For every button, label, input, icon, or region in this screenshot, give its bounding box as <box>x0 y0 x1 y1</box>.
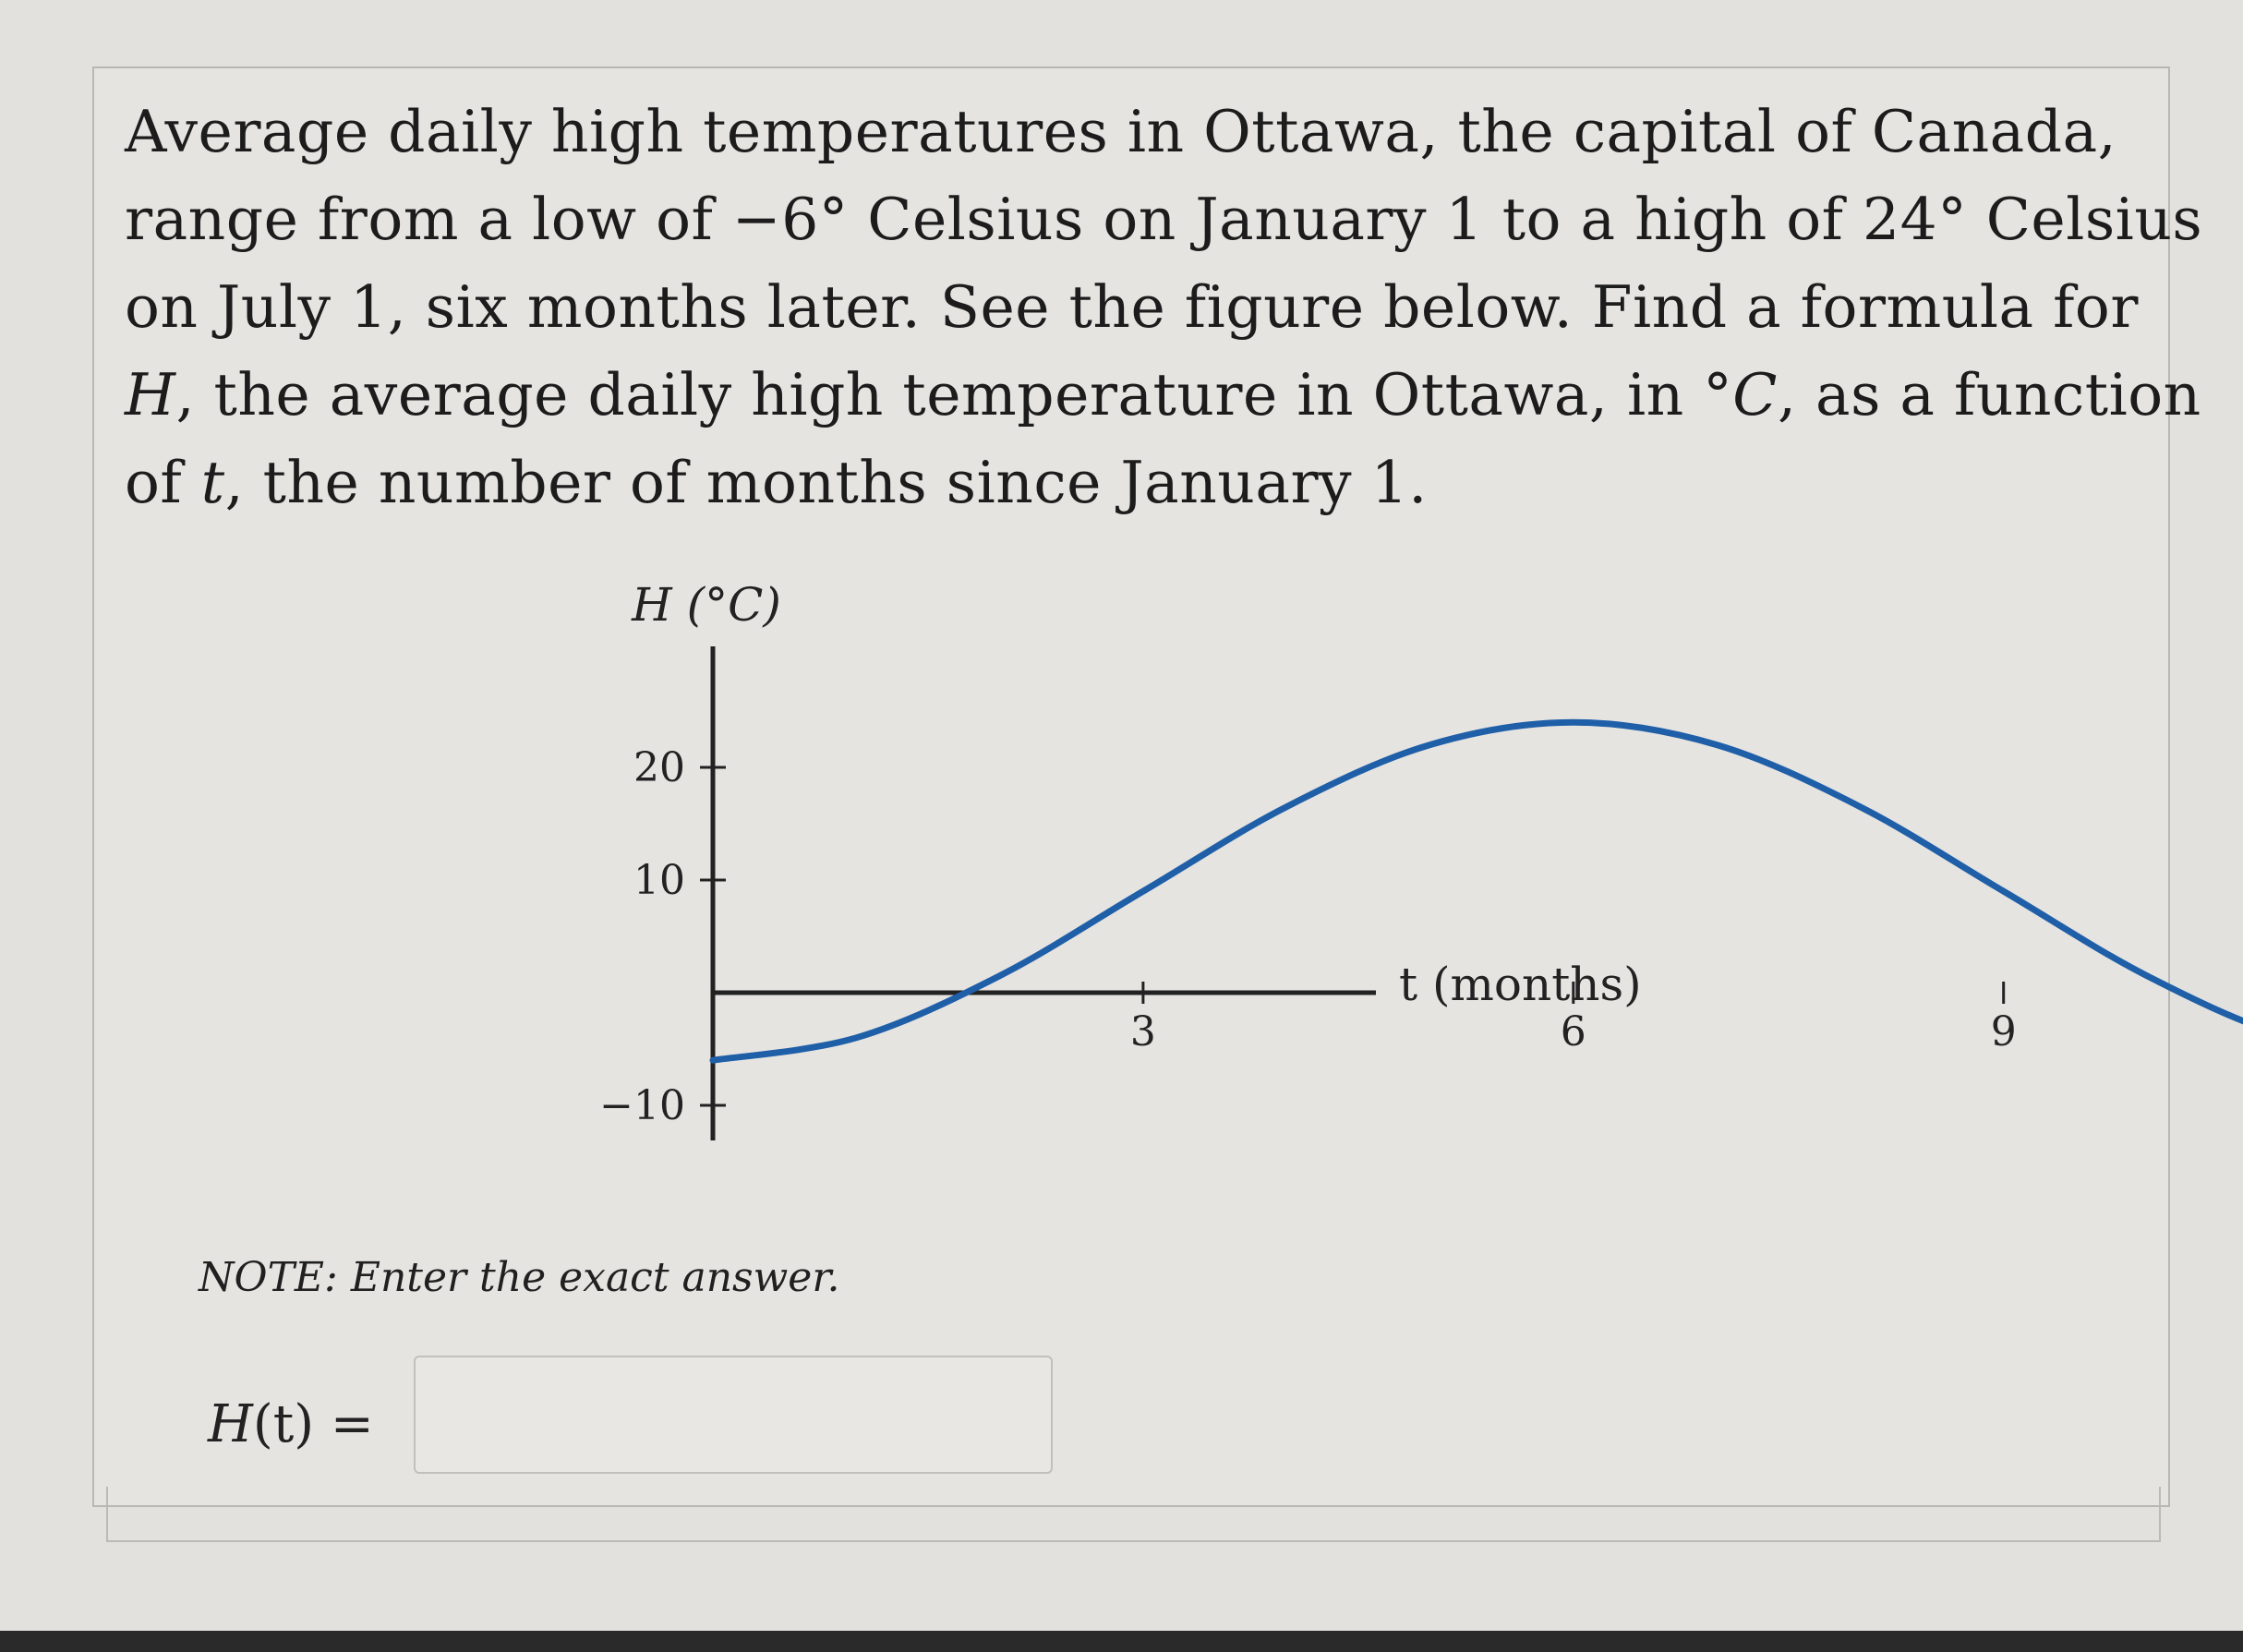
line-4-end: , as a function <box>1777 361 2201 428</box>
var-t: t <box>200 449 225 516</box>
x-tick-label-9: 9 <box>1990 1008 2017 1055</box>
x-tick-label-6: 6 <box>1560 1008 1586 1055</box>
y-tick-label-2: −10 <box>599 1082 685 1129</box>
x-tick-label-3: 3 <box>1129 1008 1156 1055</box>
answer-label-rest: (t) = <box>252 1394 374 1454</box>
line-5-rest: , the number of months since January 1. <box>224 449 1428 516</box>
y-axis-label: H (°C) <box>632 578 781 632</box>
answer-label <box>208 1394 374 1454</box>
y-tick-label-1: 10 <box>633 857 685 904</box>
answer-var-h: H <box>208 1394 253 1454</box>
x-axis-label: t (months) <box>1399 958 1642 1011</box>
y-tick-label-0: 20 <box>633 744 685 791</box>
note-text: NOTE: Enter the exact answer. <box>199 1254 840 1301</box>
unit-c: C <box>1732 361 1778 428</box>
question-line-1: Average daily high temperatures in Ottawa, the capital of Canada, <box>125 98 2117 165</box>
answer-input[interactable] <box>414 1356 1053 1474</box>
line-4-rest: , the average daily high temperature in Ottawa, in ° <box>175 361 1733 428</box>
question-line-3: on July 1, six months later. See the figure below. Find a formula for <box>125 273 2139 341</box>
question-line-2: range from a low of −6° Celsius on January 1 to a high of 24° Celsius <box>125 186 2203 253</box>
var-h: H <box>125 361 176 428</box>
line-5-start: of <box>125 449 201 516</box>
screen-bezel <box>0 1631 2243 1652</box>
